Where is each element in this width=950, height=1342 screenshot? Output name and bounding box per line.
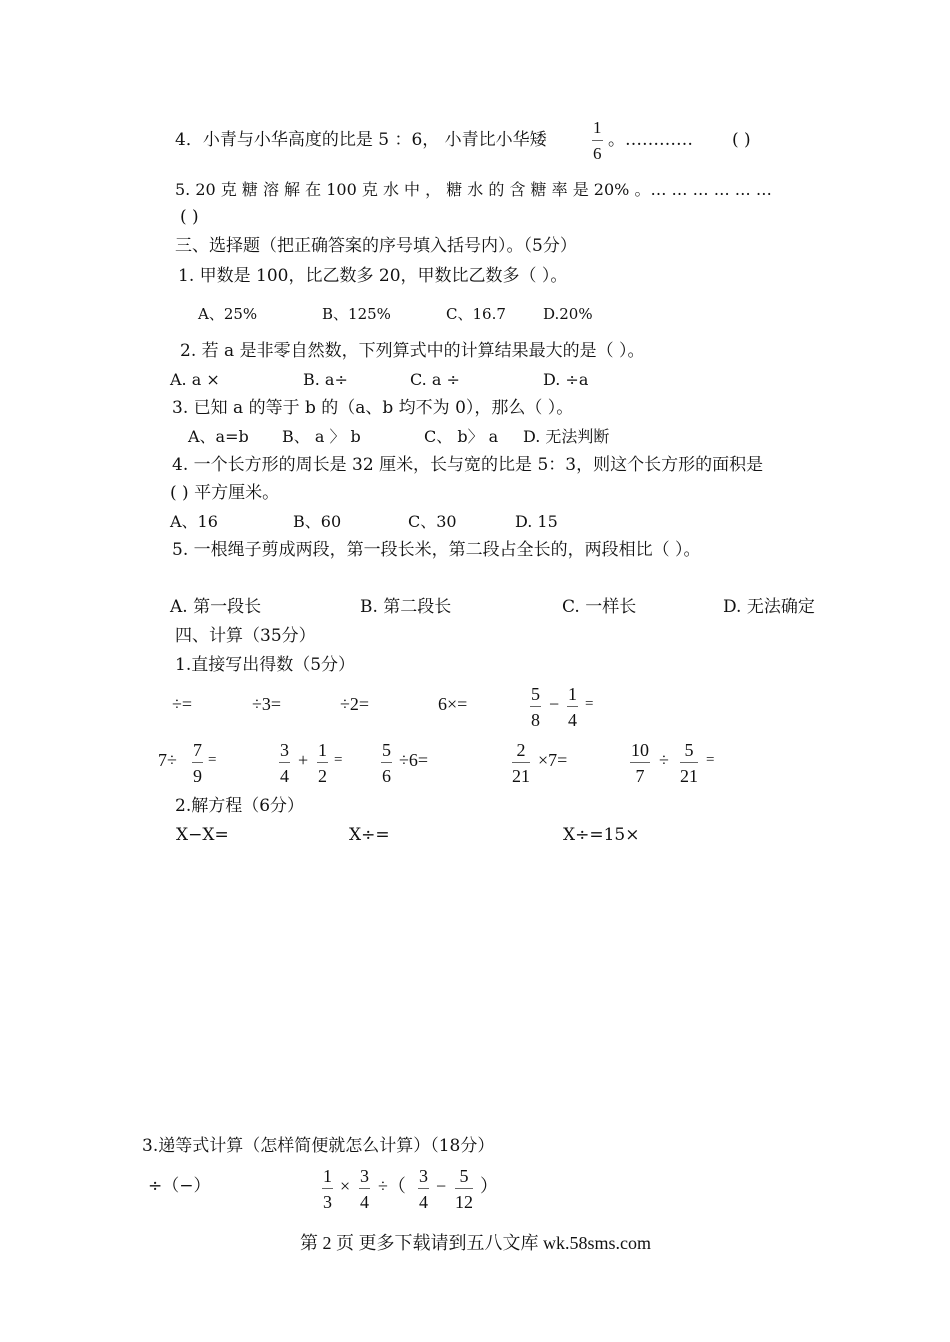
tf-question-4: 4．小青与小华高度的比是 5 ：6， 小青比小华矮 bbox=[175, 130, 547, 150]
mc-q4-option-d: D. 15 bbox=[515, 512, 558, 531]
mc-q5-option-c: C. 一样长 bbox=[562, 597, 637, 617]
fraction-numerator: 1 bbox=[322, 1166, 333, 1189]
mc-q2-option-a: A. a × bbox=[170, 370, 220, 389]
mc-q5-option-d: D. 无法确定 bbox=[723, 597, 815, 617]
close-paren: ） bbox=[480, 1176, 498, 1196]
plus-sign: + bbox=[298, 750, 309, 770]
fraction-denominator: 4 bbox=[419, 1192, 428, 1212]
fraction-numerator: 2 bbox=[512, 740, 530, 763]
tf-q4-answer-paren: ( ) bbox=[732, 130, 751, 150]
mc-q1-option-a: A、25% bbox=[198, 305, 258, 323]
equation-2: X÷= bbox=[349, 825, 390, 845]
mc-q2-option-d: D. ÷a bbox=[543, 370, 589, 389]
fraction-numerator: 1 bbox=[567, 684, 578, 707]
mc-q1-option-c: C、16.7 bbox=[446, 305, 506, 323]
stepwise-fraction-2 bbox=[359, 1166, 370, 1212]
calc-row1-item-4: 6×= bbox=[438, 694, 468, 714]
fraction-denominator: 4 bbox=[568, 710, 577, 730]
fraction-numerator: 3 bbox=[418, 1166, 429, 1189]
section-3-title: 三、选择题（把正确答案的序号填入括号内）。（5分） bbox=[175, 236, 577, 256]
mc-question-2: 2. 若 a 是非零自然数，下列算式中的计算结果最大的是（ ）。 bbox=[180, 341, 645, 361]
equation-1: X−X= bbox=[176, 825, 229, 845]
tf-q5-answer-paren: ( ) bbox=[180, 207, 199, 227]
mc-q4-option-a: A、16 bbox=[170, 512, 218, 531]
calc-part-1-title: 1.直接写出得数（5分） bbox=[175, 655, 356, 675]
calc-row2-c-fraction bbox=[381, 740, 392, 786]
section-4-title: 四、计算（35分） bbox=[175, 626, 316, 646]
fraction-numerator: 7 bbox=[192, 740, 203, 763]
calc-row2-a-prefix: 7÷ bbox=[158, 750, 177, 770]
page-footer: 第 2 页 更多下载请到五八文库 wk.58sms.com bbox=[300, 1233, 651, 1253]
calc-row2-e-fraction-1 bbox=[630, 740, 650, 786]
fraction-numerator: 5 bbox=[530, 684, 541, 707]
mc-question-5: 5. 一根绳子剪成两段，第一段长米，第二段占全长的，两段相比（ ）。 bbox=[172, 540, 701, 560]
mc-question-1: 1. 甲数是 100，比乙数多 20，甲数比乙数多（ ）。 bbox=[178, 266, 568, 286]
fraction-denominator: 2 bbox=[318, 766, 327, 786]
mc-q5-option-a: A. 第一段长 bbox=[170, 597, 262, 617]
fraction-denominator: 9 bbox=[193, 766, 202, 786]
stepwise-fraction-1 bbox=[322, 1166, 333, 1212]
fraction-denominator: 8 bbox=[531, 710, 540, 730]
mc-q4-option-c: C、30 bbox=[408, 512, 457, 531]
mc-question-4: 4. 一个长方形的周长是 32 厘米，长与宽的比是 5：3，则这个长方形的面积是 bbox=[172, 455, 764, 475]
equation-3: X÷=15× bbox=[563, 825, 640, 845]
fraction-numerator: 10 bbox=[630, 740, 650, 763]
calc-row1-fraction-b bbox=[567, 684, 578, 730]
minus-sign: − bbox=[549, 694, 560, 714]
stepwise-item-1: ÷（−） bbox=[148, 1176, 211, 1196]
fraction-denominator: 21 bbox=[680, 766, 698, 786]
calc-row2-c-tail: ÷6= bbox=[399, 750, 429, 770]
fraction-numerator: 1 bbox=[317, 740, 328, 763]
fraction-numerator: 5 bbox=[381, 740, 392, 763]
mc-q3-option-c: C、 b〉 a bbox=[424, 427, 499, 446]
calc-row2-b-fraction-1 bbox=[279, 740, 290, 786]
calc-row2-a-fraction bbox=[192, 740, 203, 786]
mc-q3-option-b: B、 a 〉 b bbox=[282, 427, 361, 446]
equals-sign: = bbox=[334, 752, 343, 768]
mc-q1-option-d: D.20% bbox=[543, 305, 593, 323]
fraction-numerator: 3 bbox=[279, 740, 290, 763]
minus-sign: − bbox=[436, 1176, 447, 1196]
fraction-numerator: 5 bbox=[680, 740, 698, 763]
calc-row2-d-tail: ×7= bbox=[538, 750, 568, 770]
calc-part-2-title: 2.解方程（6分） bbox=[175, 796, 305, 816]
fraction-denominator: 4 bbox=[360, 1192, 369, 1212]
calc-row2-b-fraction-2 bbox=[317, 740, 328, 786]
calc-row1-item-1: ÷= bbox=[172, 694, 193, 714]
fraction-numerator: 1 bbox=[592, 118, 603, 141]
mc-q5-option-b: B. 第二段长 bbox=[360, 597, 452, 617]
equals-sign: = bbox=[706, 752, 715, 768]
calc-row1-item-3: ÷2= bbox=[340, 694, 370, 714]
fraction-denominator: 4 bbox=[280, 766, 289, 786]
equals-sign: = bbox=[585, 696, 594, 712]
mc-q1-option-b: B、125% bbox=[322, 305, 391, 323]
fraction-denominator: 21 bbox=[512, 766, 530, 786]
tf-q4-fraction bbox=[592, 118, 603, 164]
calc-row1-item-2: ÷3= bbox=[252, 694, 282, 714]
mc-question-3: 3. 已知 a 的等于 b 的（a、b 均不为 0），那么（ ）。 bbox=[172, 398, 574, 418]
fraction-denominator: 6 bbox=[593, 144, 602, 163]
mc-q4-option-b: B、60 bbox=[293, 512, 342, 531]
mc-q3-option-a: A、a=b bbox=[188, 427, 249, 446]
calc-row2-d-fraction bbox=[512, 740, 530, 786]
mc-q3-option-d: D. 无法判断 bbox=[523, 427, 610, 446]
divide-sign: ÷ bbox=[659, 750, 669, 770]
fraction-denominator: 3 bbox=[323, 1192, 332, 1212]
fraction-numerator: 3 bbox=[359, 1166, 370, 1189]
tf-question-5: 5. 20 克 糖 溶 解 在 100 克 水 中 ， 糖 水 的 含 糖 率 是 20% 。… … … … … … bbox=[175, 180, 772, 199]
fraction-numerator: 5 bbox=[455, 1166, 473, 1189]
calc-part-3-title: 3.递等式计算（怎样简便就怎么计算）（18分） bbox=[142, 1136, 495, 1156]
equals-sign: = bbox=[208, 752, 217, 768]
calc-row2-e-fraction-2 bbox=[680, 740, 698, 786]
calc-row1-fraction-a bbox=[530, 684, 541, 730]
fraction-denominator: 12 bbox=[455, 1192, 473, 1212]
mc-q2-option-c: C. a ÷ bbox=[410, 370, 460, 389]
tf-q4-dots: 。………… bbox=[608, 130, 693, 150]
stepwise-fraction-4 bbox=[455, 1166, 473, 1212]
fraction-denominator: 6 bbox=[382, 766, 391, 786]
multiply-sign: × bbox=[340, 1176, 351, 1196]
fraction-denominator: 7 bbox=[635, 766, 645, 786]
stepwise-fraction-3 bbox=[418, 1166, 429, 1212]
mc-q4-continuation: ( ) 平方厘米。 bbox=[170, 483, 280, 503]
mc-q2-option-b: B. a÷ bbox=[303, 370, 348, 389]
divide-open-paren: ÷（ bbox=[378, 1176, 406, 1196]
